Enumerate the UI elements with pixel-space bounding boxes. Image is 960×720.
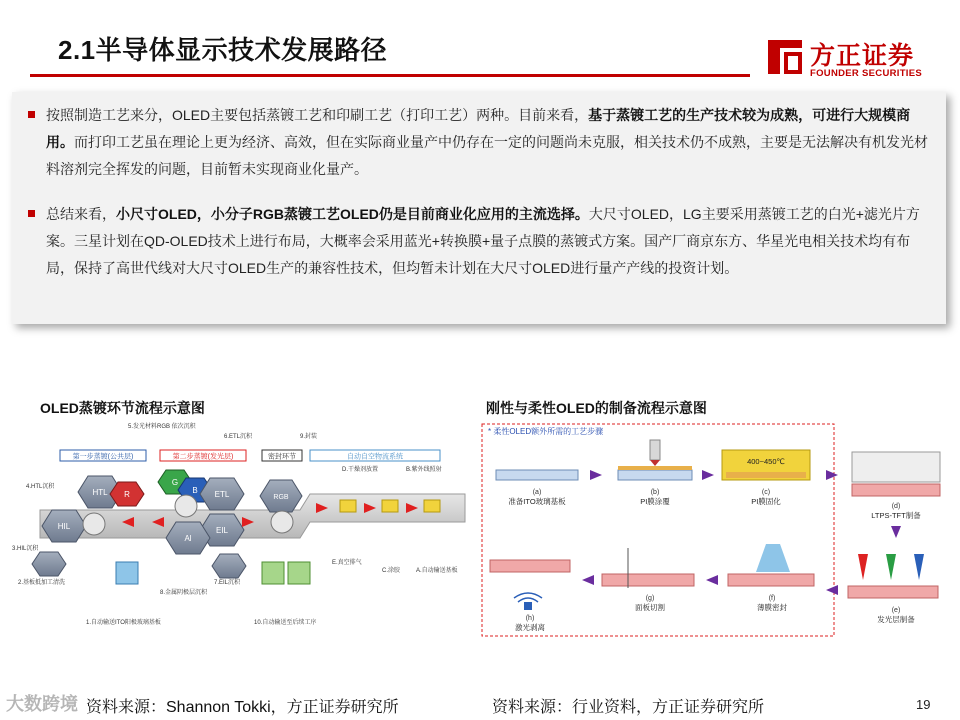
hex-b-label: B: [192, 486, 198, 495]
label-9: 9.封装: [300, 434, 318, 440]
process-arrow-icon: [826, 470, 838, 480]
lamp-f: [756, 544, 790, 572]
label-10: 10.自动输送至后续工序: [254, 620, 317, 626]
logo-en: FOUNDER SECURITIES: [810, 68, 923, 79]
hex-bottom-right: [212, 554, 246, 578]
panel-g: [602, 574, 694, 586]
robot-hub-3: [271, 511, 293, 533]
substrate-3: [424, 500, 440, 512]
green-source-e: [886, 554, 896, 580]
hex-etl-label: ETL: [214, 490, 230, 499]
auto-label: 自动自空物流系统: [347, 453, 403, 461]
tag-g: (g): [645, 595, 655, 602]
tag-d: (d): [891, 503, 901, 510]
label-g: 面板切割: [635, 603, 665, 612]
label-5: 5.发光材料RGB 依次沉积: [128, 424, 196, 430]
load-station: [116, 562, 138, 584]
hex-htl-label: HTL: [92, 488, 108, 497]
process-arrow-icon: [826, 585, 838, 595]
tag-a: (a): [532, 489, 542, 496]
page-number: 19: [916, 697, 931, 712]
hex-r-label: R: [124, 490, 130, 499]
unload-station: [262, 562, 284, 584]
label-c: PI膜固化: [751, 497, 781, 506]
label-h: 激光剥离: [515, 623, 545, 632]
temp-c: 400~450℃: [747, 457, 785, 466]
blue-source-e: [914, 554, 924, 580]
process-arrow-icon: [706, 575, 718, 585]
robot-hub-1: [83, 513, 105, 535]
step1-label: 第一步蒸镀(公共层): [72, 453, 134, 461]
bullet-square-icon: [28, 111, 35, 118]
company-logo: [766, 36, 936, 84]
hex-g-label: G: [171, 478, 179, 487]
substrate-2: [382, 500, 398, 512]
hex-eil-label: EIL: [215, 526, 229, 535]
hex-rgb-label: RGB: [273, 494, 289, 501]
substrate-c: [726, 472, 806, 478]
process-arrow-icon: [891, 526, 901, 538]
watermark: 大数跨境: [6, 694, 78, 714]
label-b: PI膜涂覆: [640, 497, 670, 506]
label-7: 7.EIL沉积: [214, 580, 241, 586]
label-6: 6.ETL沉积: [224, 434, 253, 440]
p2-text-bold: 小尺寸OLED，小分子RGB蒸镀工艺OLED仍是目前商业化应用的主流选择。: [116, 206, 589, 222]
laser-head-h: [524, 602, 532, 610]
substrate-a: [496, 470, 578, 480]
label-2: 2.基板抵加工清洗: [18, 580, 66, 586]
footer-source-left: 资料来源：Shannon Tokki，方正证券研究所: [86, 699, 399, 716]
label-B: B.紫外线照射: [406, 467, 442, 473]
nozzle-b: [650, 440, 660, 460]
label-E: E.真空排气: [332, 560, 362, 566]
p2-text-c: 大尺寸OLED，LG主要采用蒸镀工艺的白光+滤光片方案。三星计划在QD-OLED技术上进行布局，大概率会采用蓝光+转换膜+量子点膜的蒸镀式方案。国产厂商京东方、华星光电相关技术均有布局，保持了高世代线对大尺寸OLED生产的兼容性技术，但均暂未计划在大尺寸OLED进行量产产线的投资计划。: [46, 206, 920, 276]
label-d: LTPS-TFT制备: [871, 511, 921, 520]
label-e: 发光层制备: [877, 615, 915, 624]
oled-evaporation-diagram: [10, 422, 472, 640]
emissive-layer-e: [848, 586, 938, 598]
label-8: 8.金属阴极层沉积: [160, 590, 208, 596]
founder-logo-icon: [766, 38, 804, 76]
seal-label: 密封环节: [268, 453, 296, 461]
panel-h: [490, 560, 570, 572]
footer-source-right: 资料来源：行业资料，方正证券研究所: [492, 699, 765, 716]
label-a: 准备ITO玻璃基板: [508, 497, 566, 506]
label-C: C.涂胶: [382, 568, 401, 574]
bullet-paragraph-1: [26, 102, 932, 183]
figure-left-title: OLED蒸镀环节流程示意图: [40, 400, 205, 416]
tag-b: (b): [650, 489, 660, 496]
hex-hil-label: HIL: [57, 522, 71, 531]
hex-bottom-left: [32, 552, 66, 576]
label-1: 1.自动输送ITO阳极玻璃基板: [86, 620, 161, 626]
bullet-square-icon: [28, 210, 35, 217]
tft-panel-d: [852, 452, 940, 482]
tag-c: (c): [761, 489, 771, 496]
unload-station-2: [288, 562, 310, 584]
oled-process-diagram: [480, 422, 950, 640]
label-4: 4.HTL沉积: [26, 484, 55, 490]
process-arrow-icon: [590, 470, 602, 480]
process-arrow-icon: [582, 575, 594, 585]
red-source-e: [858, 554, 868, 580]
process-arrow-icon: [702, 470, 714, 480]
robot-hub-2: [175, 495, 197, 517]
encap-layer-f: [728, 574, 814, 586]
flexible-note: * 柔性OLED额外所需的工艺步骤: [488, 427, 604, 436]
page-title: 2.1半导体显示技术发展路径: [58, 35, 388, 65]
tag-h: (h): [525, 615, 535, 622]
label-f: 薄膜密封: [757, 603, 787, 612]
bullet-paragraph-2: [26, 201, 932, 282]
summary-box: [12, 92, 946, 324]
tag-f: (f): [768, 595, 776, 602]
logo-cn: 方正证券: [810, 42, 915, 70]
hex-al-label: Al: [184, 534, 192, 543]
title-rule: [30, 74, 750, 77]
label-3: 3.HIL沉积: [12, 546, 39, 552]
label-A: A.自动输送基板: [416, 568, 458, 574]
laser-wave-icon: [514, 593, 542, 602]
substrate-b: [618, 470, 692, 480]
p1-text-a: 按照制造工艺来分，OLED主要包括蒸镀工艺和印刷工艺（打印工艺）两种。目前来看，: [46, 107, 589, 123]
substrate-1: [340, 500, 356, 512]
pi-layer-b: [618, 466, 692, 470]
p1-text-c: 而打印工艺虽在理论上更为经济、高效，但在实际商业量产中仍存在一定的问题尚未克服，相关技术仍不成熟，主要是无法解决有机发光材料溶剂完全挥发的问题，目前暂未实现商业化量产。: [46, 134, 928, 177]
step2-label: 第二步蒸镀(发光层): [172, 453, 234, 461]
tag-e: (e): [891, 607, 901, 614]
nozzle-tip-b: [650, 460, 660, 466]
p2-text-a: 总结来看，: [46, 206, 116, 222]
p1-text-bold: 基于蒸镀工艺的生产技术较为成熟，可进行大规模商用。: [46, 107, 911, 150]
label-D: D.干燥剂放置: [342, 467, 379, 473]
tft-substrate-d: [852, 484, 940, 496]
figure-right-title: 刚性与柔性OLED的制备流程示意图: [486, 400, 707, 416]
